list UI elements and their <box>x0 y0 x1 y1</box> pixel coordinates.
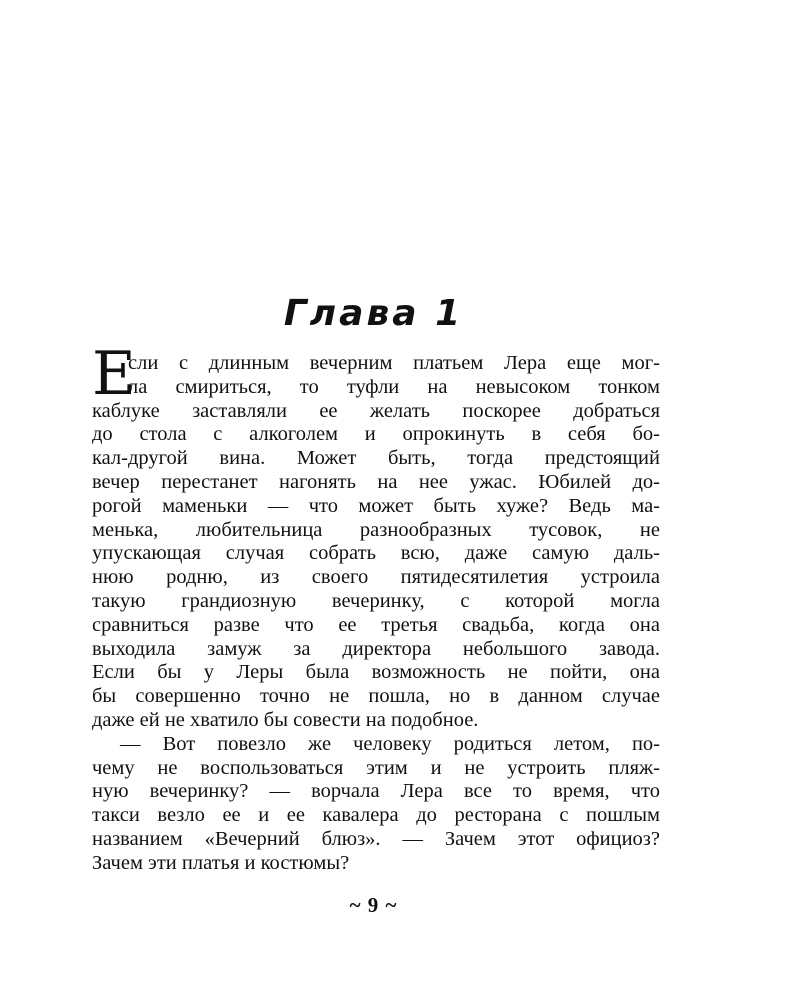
chapter-title: Глава 1 <box>283 293 464 334</box>
text-line: названием «Вечерний блюз». — Зачем этот официоз? <box>92 827 660 850</box>
text-line: упускающая случая собрать всю, даже самую даль- <box>92 542 660 565</box>
text-line: чему не воспользоваться этим и не устроить пляж- <box>92 756 660 779</box>
text-line: такси везло ее и ее кавалера до ресторана с пошлым <box>92 804 660 827</box>
text-line: каблуке заставляли ее желать поскорее добраться <box>92 399 660 422</box>
text-line: выходила замуж за директора небольшого завода. <box>92 637 660 660</box>
text-line: Если бы у Леры была возможность не пойти, она <box>92 661 660 684</box>
page-number: ~ 9 ~ <box>349 893 398 917</box>
text-line: менька, любительница разнообразных тусовок, не <box>92 518 660 541</box>
text-line: нюю родню, из своего пятидесятилетия устроила <box>92 566 660 589</box>
text-line: бы совершенно точно не пошла, но в данном случае <box>92 685 660 708</box>
chapter-text <box>92 352 660 876</box>
text-line: ла смириться, то туфли на невысоком тонком <box>128 375 660 398</box>
text-line: кал-другой вина. Может быть, тогда предстоящий <box>92 447 660 470</box>
text-line: до стола с алкоголем и опрокинуть в себя бо- <box>92 423 660 446</box>
drop-cap: Е <box>92 339 136 409</box>
text-line: Зачем эти платья и костюмы? <box>92 851 350 874</box>
text-line: сравниться разве что ее третья свадьба, когда она <box>92 613 660 636</box>
text-line: вечер перестанет нагонять на нее ужас. Юбилей до- <box>92 470 660 493</box>
text-line: рогой маменьки — что может быть хуже? Ведь ма- <box>92 494 660 517</box>
text-line: такую грандиозную вечеринку, с которой могла <box>92 589 660 612</box>
text-line: ную вечеринку? — ворчала Лера все то время, что <box>92 780 660 803</box>
text-line: даже ей не хватило бы совести на подобное. <box>92 708 479 731</box>
text-line: сли с длинным вечерним платьем Лера еще мог- <box>128 352 660 374</box>
text-line: — Вот повезло же человеку родиться летом, по- <box>120 732 660 755</box>
